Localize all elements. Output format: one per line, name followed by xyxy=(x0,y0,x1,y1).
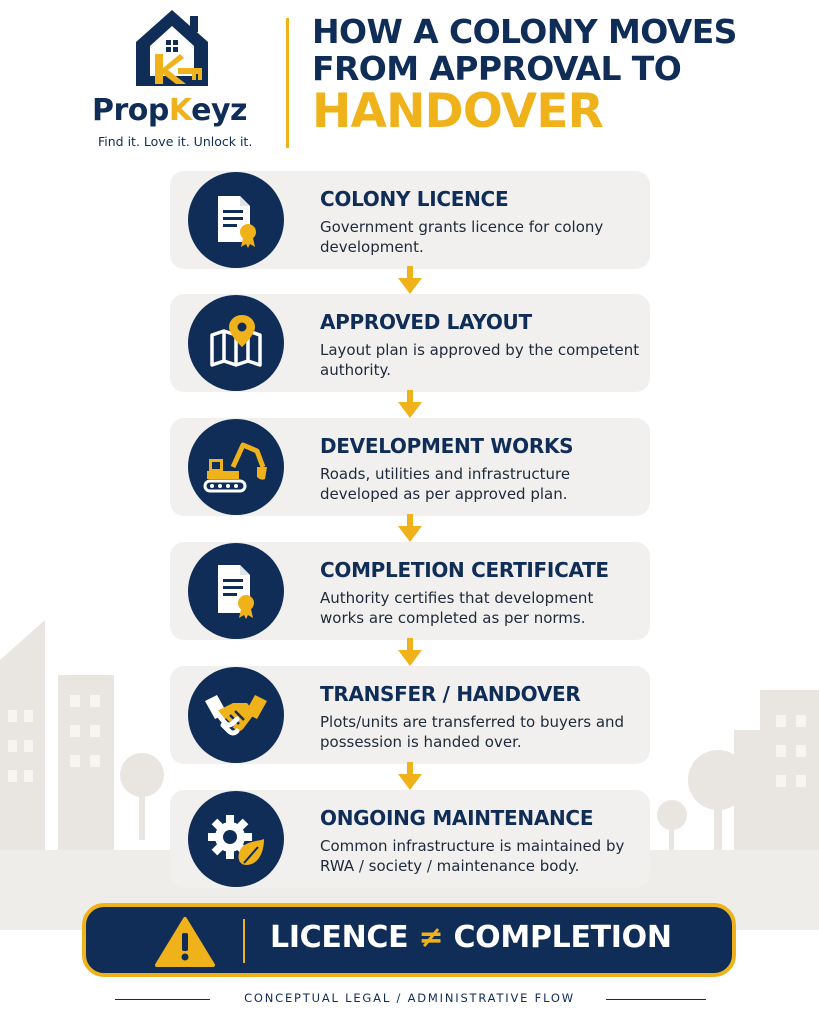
arrow-down-icon xyxy=(395,266,425,296)
excavator-icon xyxy=(203,437,269,497)
step-title: ONGOING MAINTENANCE xyxy=(320,806,594,830)
step-icon-circle xyxy=(188,172,284,268)
warning-icon xyxy=(154,916,216,968)
licence-not-equal-completion-banner xyxy=(82,903,736,977)
step-transfer-handover xyxy=(170,666,650,764)
step-title: DEVELOPMENT WORKS xyxy=(320,434,574,458)
step-description: Common infrastructure is maintained by RWA / society / maintenance body. xyxy=(320,837,625,875)
step-description: Layout plan is approved by the competent authority. xyxy=(320,341,640,379)
gear-leaf-icon xyxy=(204,809,268,869)
step-icon-circle xyxy=(188,791,284,887)
step-ongoing-maintenance xyxy=(170,790,650,888)
arrow-down-icon xyxy=(395,762,425,792)
step-description: Plots/units are transferred to buyers and possession is handed over. xyxy=(320,713,625,751)
step-title: TRANSFER / HANDOVER xyxy=(320,682,581,706)
certificate-icon xyxy=(208,563,264,619)
step-colony-licence xyxy=(170,171,650,269)
step-completion-certificate xyxy=(170,542,650,640)
title-line-3: HANDOVER xyxy=(312,83,604,139)
handshake-icon xyxy=(203,687,269,743)
banner-divider xyxy=(243,919,245,963)
footer-caption: CONCEPTUAL LEGAL / ADMINISTRATIVE FLOW xyxy=(244,991,575,1005)
header-divider xyxy=(286,18,289,148)
step-icon-circle xyxy=(188,543,284,639)
arrow-down-icon xyxy=(395,390,425,420)
arrow-down-icon xyxy=(395,514,425,544)
map-pin-icon xyxy=(206,313,266,373)
arrow-down-icon xyxy=(395,638,425,668)
step-description: Government grants licence for colony development. xyxy=(320,218,604,256)
brand-tagline: Find it. Love it. Unlock it. xyxy=(98,134,253,149)
step-title: COMPLETION CERTIFICATE xyxy=(320,558,609,582)
step-development-works xyxy=(170,418,650,516)
step-description: Authority certifies that development works are completed as per norms. xyxy=(320,589,594,627)
step-approved-layout xyxy=(170,294,650,392)
banner-text: LICENCE ≠ COMPLETION xyxy=(270,920,672,955)
brand-name: PropKeyz xyxy=(92,93,247,128)
step-description: Roads, utilities and infrastructure developed as per approved plan. xyxy=(320,465,571,503)
step-icon-circle xyxy=(188,419,284,515)
licence-document-icon xyxy=(208,192,264,248)
step-icon-circle xyxy=(188,667,284,763)
page-title xyxy=(312,14,792,139)
step-icon-circle xyxy=(188,295,284,391)
step-title: COLONY LICENCE xyxy=(320,187,509,211)
step-title: APPROVED LAYOUT xyxy=(320,310,532,334)
title-line-1: HOW A COLONY MOVES xyxy=(312,12,737,51)
title-line-2: FROM APPROVAL TO xyxy=(312,48,682,88)
